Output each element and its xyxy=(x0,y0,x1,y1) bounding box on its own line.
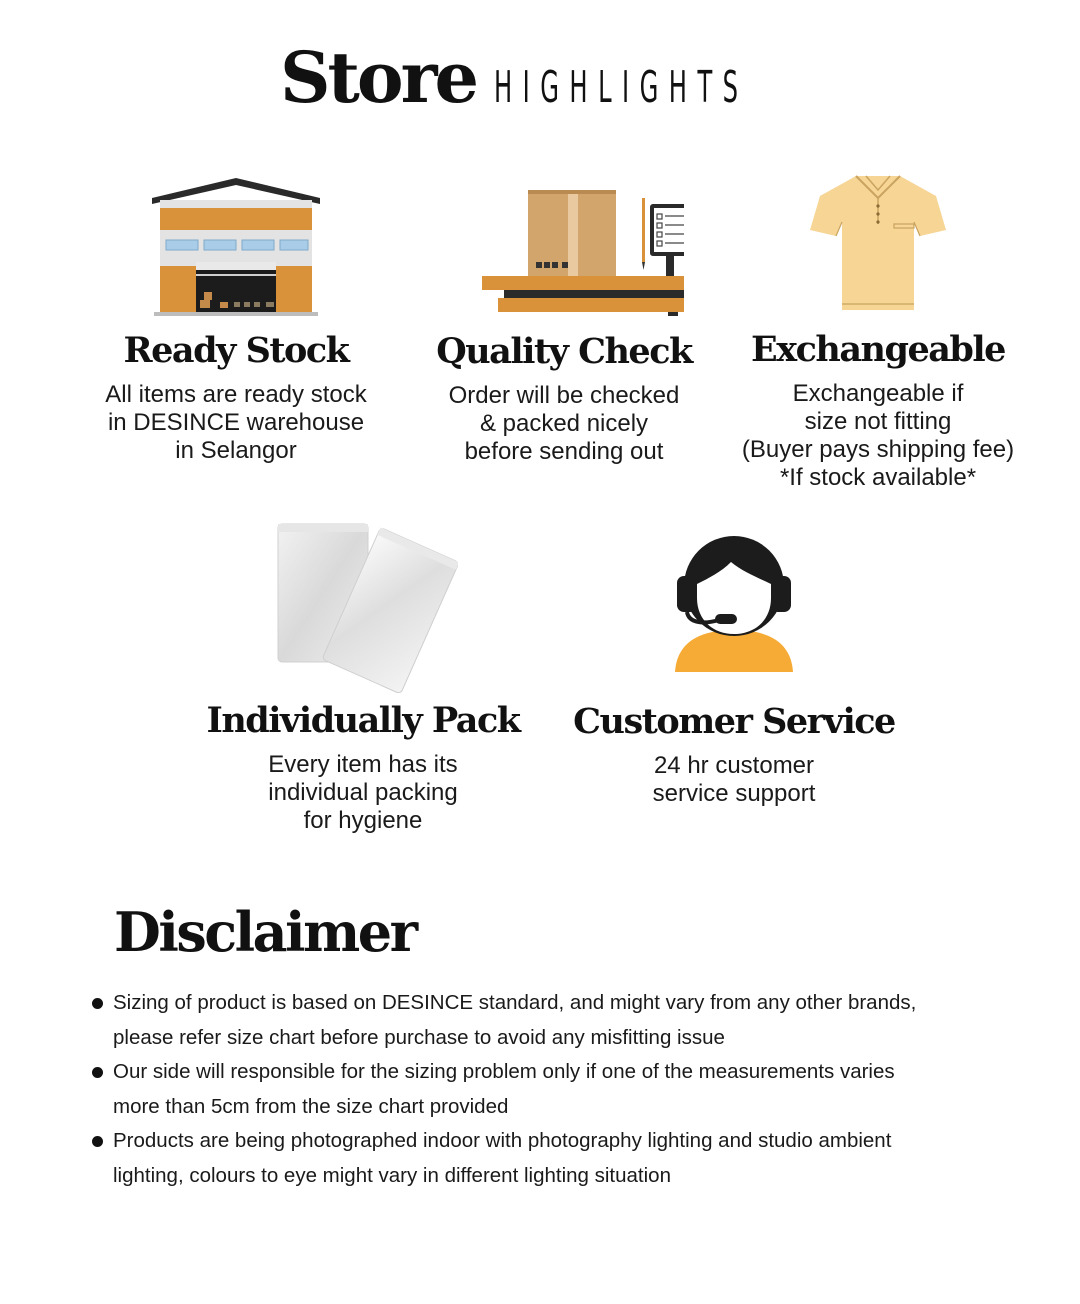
disclaimer-title: Disclaimer xyxy=(114,900,416,964)
list-item: Sizing of product is based on DESINCE standard, and might vary from any other brands, please refer size chart before purchase to avoid any misfitting issue xyxy=(90,986,990,1055)
disclaimer-list xyxy=(90,986,990,1193)
plastic-bag-icon xyxy=(268,518,458,693)
headset-agent-icon xyxy=(669,528,799,674)
feature-ready-stock xyxy=(86,174,386,465)
feature-description: All items are ready stock in DESINCE warehouse in Selangor xyxy=(105,381,367,464)
list-item: Our side will responsible for the sizing problem only if one of the measurements varies more than 5cm from the size chart provided xyxy=(90,1055,990,1124)
page-title xyxy=(0,36,1080,119)
feature-description: Exchangeable if size not fitting (Buyer pays shipping fee) *If stock available* xyxy=(741,380,1015,491)
warehouse-icon xyxy=(136,174,336,319)
feature-quality-check xyxy=(414,178,714,466)
box-on-scale-clipboard-icon xyxy=(444,178,684,318)
feature-customer-service xyxy=(569,528,899,808)
feature-description: Order will be checked & packed nicely before sending out xyxy=(448,382,680,465)
feature-title: Exchangeable xyxy=(751,329,1005,370)
feature-individually-pack xyxy=(203,518,523,835)
feature-description: Every item has its individual packing for hygiene xyxy=(268,751,458,834)
list-item: Products are being photographed indoor with photography lighting and studio ambient lighting, colours to eye might vary in different lighting situation xyxy=(90,1124,990,1193)
feature-exchangeable xyxy=(728,170,1028,492)
bullet-icon xyxy=(92,998,103,1009)
feature-title: Ready Stock xyxy=(123,330,349,371)
bullet-icon xyxy=(92,1067,103,1078)
feature-title: Quality Check xyxy=(436,331,692,372)
feature-title: Individually Pack xyxy=(206,700,520,741)
title-main: Store xyxy=(280,36,476,119)
polo-shirt-icon xyxy=(808,170,948,312)
bullet-icon xyxy=(92,1136,103,1147)
title-sub: HIGHLIGHTS xyxy=(494,62,749,113)
feature-description: 24 hr customer service support xyxy=(652,752,816,807)
feature-title: Customer Service xyxy=(573,701,895,742)
